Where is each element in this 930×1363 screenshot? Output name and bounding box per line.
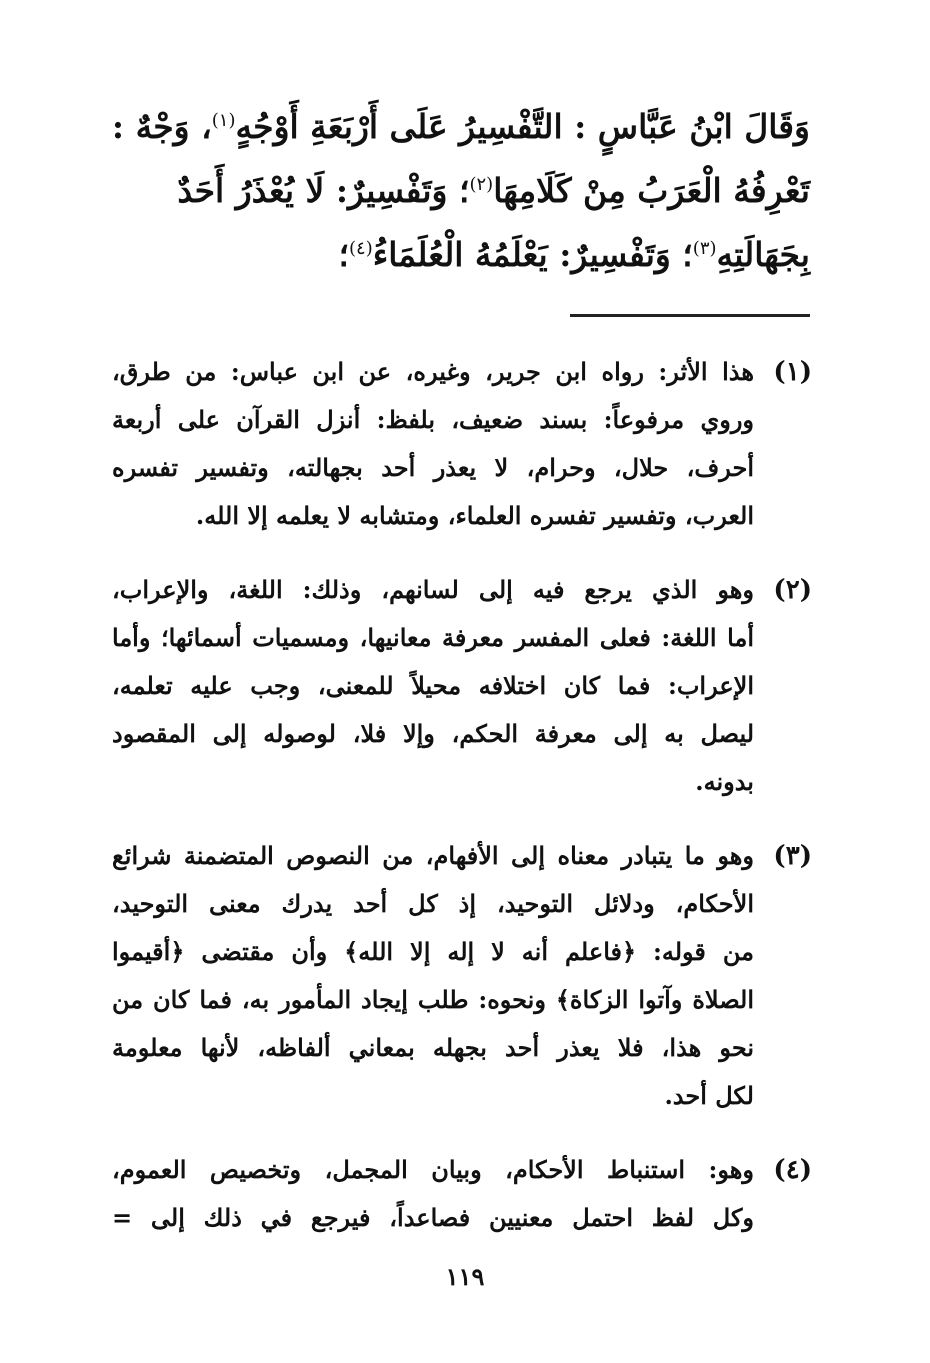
footnote-line: بدونه. <box>695 767 754 796</box>
footnote-line: نحو هذا، فلا يعذر أحد بجهله بمعاني ألفاظه، لأنها معلومة <box>112 1033 754 1062</box>
footnote-line: الأحكام، ودلائل التوحيد، إذ كل أحد يدرك معنى التوحيد، <box>112 889 754 918</box>
main-line-2 <box>110 156 810 220</box>
footnote-number: (٢) <box>773 575 812 605</box>
footnote-ref-3: (٣) <box>692 238 717 259</box>
page-number: ١١٩ <box>445 1262 485 1291</box>
footnote-line: وروي مرفوعاً: بسند ضعيف، بلفظ: أنزل القرآن على أربعة <box>112 405 754 434</box>
footnote-2 <box>112 566 812 806</box>
main-line-1-tail: ، وَجْهٌ : <box>111 107 212 146</box>
footnote-line: وهو الذي يرجع فيه إلى لسانهم، وذلك: اللغة، والإعراب، <box>112 575 754 604</box>
main-line-3 <box>110 220 810 284</box>
footnote-number: (١) <box>773 357 812 387</box>
main-quote <box>110 92 810 284</box>
main-line-2-text: تَعْرِفُهُ الْعَرَبُ مِنْ كَلَامِهَا <box>493 171 810 210</box>
footnote-line: وهو ما يتبادر معناه إلى الأفهام، من النصوص المتضمنة شرائع <box>112 841 754 870</box>
footnote-3 <box>112 832 812 1120</box>
footnote-number: (٤) <box>773 1155 812 1185</box>
footnote-1 <box>112 348 812 540</box>
footnote-number: (٣) <box>773 841 812 871</box>
footnote-line: لكل أحد. <box>664 1081 754 1110</box>
footnote-body <box>112 348 754 540</box>
footnote-line: من قوله: ﴿فاعلم أنه لا إله إلا الله﴾ وأن مقتضى ﴿أقيموا <box>112 937 754 966</box>
footnote-ref-4: (٤) <box>348 238 373 259</box>
footnote-body <box>112 1146 754 1242</box>
footnote-line: ليصل به إلى معرفة الحكم، وإلا فلا، لوصوله إلى المقصود <box>112 719 754 748</box>
footnote-line: الإعراب: فما كان اختلافه محيلاً للمعنى، وجب عليه تعلمه، <box>112 671 754 700</box>
footnote-line: العرب، وتفسير تفسره العلماء، ومتشابه لا يعلمه إلا الله. <box>195 501 754 530</box>
footnote-ref-2: (٢) <box>469 174 494 195</box>
footnote-line: الصلاة وآتوا الزكاة﴾ ونحوه: طلب إيجاد المأمور به، فما كان من <box>112 985 754 1014</box>
footnote-line: أما اللغة: فعلى المفسر معرفة معانيها، ومسميات أسمائها؛ وأما <box>112 623 754 652</box>
footnote-line: وكل لفظ احتمل معنيين فصاعداً، فيرجع في ذلك إلى = <box>112 1203 754 1232</box>
main-line-3-mid: ؛ وَتَفْسِيرٌ: يَعْلَمُهُ الْعُلَمَاءُ <box>372 235 693 274</box>
footnote-line: هذا الأثر: رواه ابن جرير، وغيره، عن ابن عباس: من طرق، <box>112 357 754 386</box>
footnote-line: أحرف، حلال، وحرام، لا يعذر أحد بجهالته، وتفسير تفسره <box>112 453 754 482</box>
main-line-1-text: وَقَالَ ابْنُ عَبَّاسٍ : التَّفْسِيرُ عَلَى أَرْبَعَةِ أَوْجُهٍ <box>235 107 810 146</box>
footnote-4 <box>112 1146 812 1242</box>
main-line-1 <box>110 92 810 156</box>
main-line-3-text: بِجَهَالَتِهِ <box>716 235 810 274</box>
main-line-3-tail: ؛ <box>338 235 349 274</box>
footnote-divider <box>570 314 810 317</box>
footnote-body <box>112 832 754 1120</box>
footnote-body <box>112 566 754 806</box>
footnote-line: وهو: استنباط الأحكام، وبيان المجمل، وتخصيص العموم، <box>112 1155 754 1184</box>
footnotes-section <box>112 348 812 1268</box>
footnote-ref-1: (١) <box>211 110 236 131</box>
main-line-2-tail: ؛ وَتَفْسِيرٌ: لَا يُعْذَرُ أَحَدٌ <box>177 171 470 210</box>
